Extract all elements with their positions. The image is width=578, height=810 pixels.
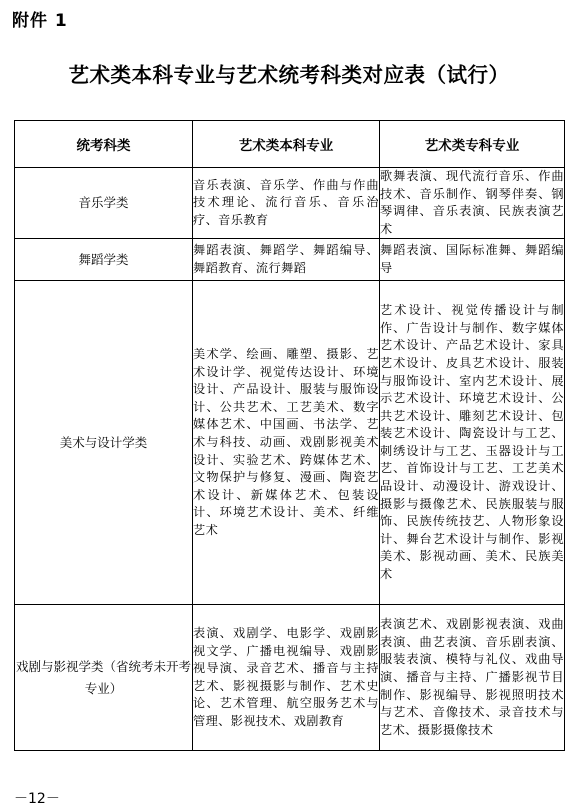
- undergraduate-majors-cell: 音乐表演、音乐学、作曲与作曲技术理论、流行音乐、音乐治疗、音乐教育: [193, 168, 380, 239]
- undergraduate-majors-cell: 美术学、绘画、雕塑、摄影、艺术设计学、视觉传达设计、环境设计、产品设计、服装与服饰设计、公共艺术、工艺美术、数字媒体艺术、中国画、书法学、艺术与科技、动画、戏剧影视美术设计、实验艺术、跨媒体艺术、文物保护与修复、漫画、陶瓷艺术设计、新媒体艺术、包装设计、环境艺术设计、美术、纤维艺术: [193, 281, 380, 605]
- category-cell: 舞蹈学类: [15, 239, 193, 281]
- header-undergraduate: 艺术类本科专业: [193, 121, 380, 168]
- vocational-majors-cell: 歌舞表演、现代流行音乐、作曲技术、音乐制作、钢琴伴奏、钢琴调律、音乐表演、民族表演艺术: [380, 168, 565, 239]
- header-vocational: 艺术类专科专业: [380, 121, 565, 168]
- header-category: 统考科类: [15, 121, 193, 168]
- category-cell: 音乐学类: [15, 168, 193, 239]
- category-cell: 美术与设计学类: [15, 281, 193, 605]
- vocational-majors-cell: 表演艺术、戏剧影视表演、戏曲表演、曲艺表演、音乐剧表演、服装表演、模特与礼仪、戏曲导演、播音与主持、广播影视节目制作、影视编导、影视照明技术与艺术、音像技术、录音技术与艺术、摄影摄像技术: [380, 605, 565, 751]
- document-title: 艺术类本科专业与艺术统考科类对应表（试行）: [68, 63, 510, 87]
- vocational-majors-cell: 舞蹈表演、国际标准舞、舞蹈编导: [380, 239, 565, 281]
- table-header-row: [15, 121, 565, 168]
- table-row-art-design: [15, 281, 565, 605]
- correspondence-table: [14, 120, 565, 751]
- category-cell: 戏剧与影视学类（省统考未开考专业）: [15, 605, 193, 751]
- undergraduate-majors-cell: 舞蹈表演、舞蹈学、舞蹈编导、舞蹈教育、流行舞蹈: [193, 239, 380, 281]
- undergraduate-majors-cell: 表演、戏剧学、电影学、戏剧影视文学、广播电视编导、戏剧影视导演、录音艺术、播音与主持艺术、影视摄影与制作、艺术史论、艺术管理、航空服务艺术与管理、影视技术、戏剧教育: [193, 605, 380, 751]
- table-row-drama-film: [15, 605, 565, 751]
- page-number: －12－: [14, 791, 60, 807]
- table-row-music: [15, 168, 565, 239]
- attachment-label: 附件 1: [12, 11, 68, 31]
- vocational-majors-cell: 艺术设计、视觉传播设计与制作、广告设计与制作、数字媒体艺术设计、产品艺术设计、家具艺术设计、皮具艺术设计、服装与服饰设计、室内艺术设计、展示艺术设计、环境艺术设计、公共艺术设计、雕刻艺术设计、包装艺术设计、陶瓷设计与工艺、刺绣设计与工艺、玉器设计与工艺、首饰设计与工艺、工艺美术品设计、动漫设计、游戏设计、摄影与摄像艺术、民族服装与服饰、民族传统技艺、人物形象设计、舞台艺术设计与制作、影视美术、影视动画、美术、民族美术: [380, 281, 565, 605]
- table-row-dance: [15, 239, 565, 281]
